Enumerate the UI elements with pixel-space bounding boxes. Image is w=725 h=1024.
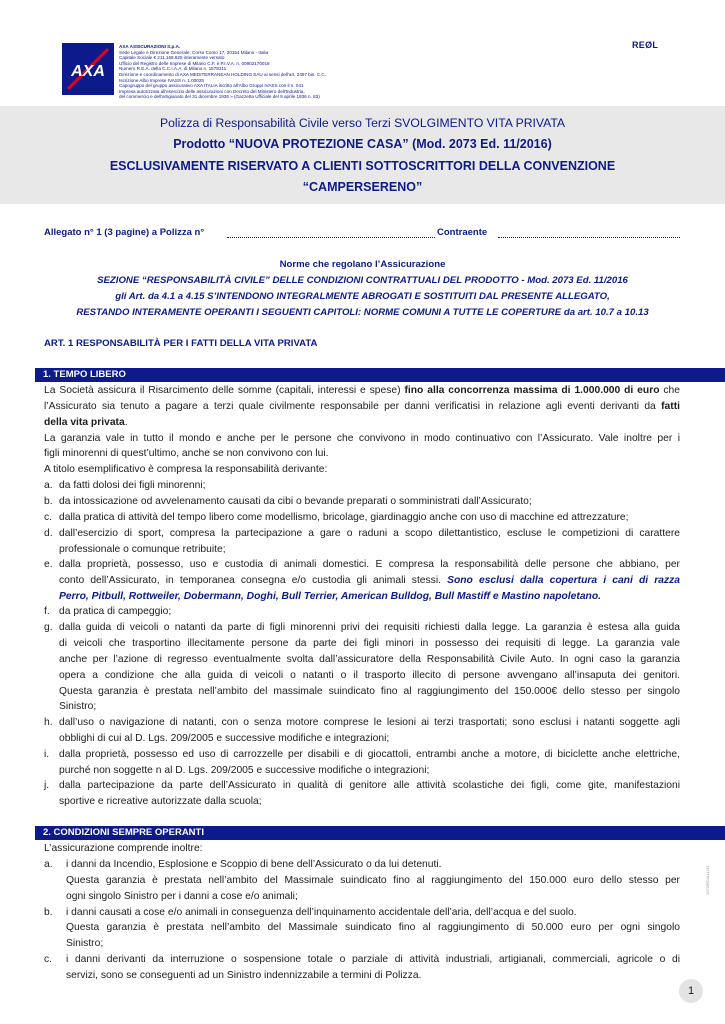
list-marker: i.	[44, 749, 50, 760]
list-item: da pratica di campeggio;	[59, 606, 172, 617]
convention-name: “CAMPERSERENO”	[302, 180, 423, 194]
document-code: REØL	[632, 40, 659, 50]
bold-run: della vita privata	[44, 417, 125, 428]
paragraph-line: La garanzia vale in tutto il mondo e anche per le persone che convivono in modo continuativo con l’Assicurato. Vale inoltre per i	[44, 433, 680, 444]
page-number: 1	[679, 979, 703, 1003]
text-run: .	[124, 417, 128, 428]
side-code: 2073/RC/ALL/01	[705, 865, 710, 895]
list-item: Sinistro;	[66, 938, 104, 949]
axa-logo	[62, 43, 114, 95]
list-item: dall’uso o navigazione di natanti, con o senza motore comprese le lesioni ai terzi trasportati; sono esclusi i natanti soggette agli	[59, 717, 680, 728]
list-item: Questa garanzia è prestata nell’ambito del Massimale suindicato fino al raggiungimento di 50.000 euro per ogni singolo	[66, 922, 680, 933]
paragraph-line: L’assicurazione comprende inoltre:	[44, 843, 203, 854]
list-marker: j.	[44, 780, 50, 791]
list-item: opera a condizione che alla guida di veicoli o natanti o il trasporto illecito di persone avvengano all’insaputa dei genitori.	[59, 670, 680, 681]
list-item	[59, 575, 680, 589]
list-marker: g.	[44, 622, 53, 633]
text-run: l’Assicurato sia tenuto a pagare a terzi quale civilmente responsabile per danni verificatisi in relazione agli eventi derivanti da	[44, 401, 662, 412]
list-item: Questa garanzia è prestata nell’ambito del Massimale suindicato fino al raggiungimento del 150.000 euro dello stesso per	[66, 875, 680, 886]
list-item: da fatti dolosi dei figli minorenni;	[59, 480, 206, 491]
contraente-field[interactable]	[498, 237, 680, 238]
list-marker: d.	[44, 528, 53, 539]
product-title: Prodotto “NUOVA PROTEZIONE CASA” (Mod. 2073 Ed. 11/2016)	[173, 137, 552, 151]
exclusion-run: Sono esclusi dalla copertura i cani di razza	[447, 575, 680, 586]
company-line: del commercio e dell'artigianato del 31 dicembre 1936 » (Gazzetta Ufficiale del 9 aprile 1936 n. 83)	[119, 94, 320, 100]
norme-line: RESTANDO INTERAMENTE OPERANTI I SEGUENTI CAPITOLI: NORME COMUNI A TUTTE LE COPERTURE da art. 10.7 a 10.13	[76, 307, 649, 318]
reserved-notice: ESCLUSIVAMENTE RISERVATO A CLIENTI SOTTOSCRITTORI DELLA CONVENZIONE	[109, 159, 616, 173]
list-item: dalla proprietà, possesso, uso e custodia di animali domestici. È compresa la responsabilità delle persone che abbiano, per	[59, 559, 680, 570]
company-name: AXA ASSICURAZIONI S.p.A.	[119, 44, 181, 49]
list-marker: h.	[44, 717, 53, 728]
list-marker: a.	[44, 859, 53, 870]
allegato-label: Allegato n° 1 (3 pagine) a Polizza n°	[44, 227, 205, 238]
company-line: Capitale Sociale € 211.168.625 interamente versato	[119, 55, 225, 61]
list-marker: f.	[44, 606, 50, 617]
list-item: i danni da Incendio, Esplosione e Scoppio di bene dell’Assicurato o da lui detenuti.	[66, 859, 442, 870]
paragraph-line	[44, 385, 680, 399]
list-marker: b.	[44, 496, 53, 507]
list-marker: c.	[44, 512, 53, 523]
company-line: Direzione e coordinamento di AXA MEDITERRANEAN HOLDING SAU ai sensi dell'art. 2497 bis. C.C.	[119, 71, 326, 77]
list-marker: b.	[44, 907, 53, 918]
norme-heading: Norme che regolano l’Assicurazione	[279, 259, 446, 270]
paragraph-line	[44, 417, 680, 428]
paragraph-line	[44, 401, 680, 415]
list-item: sportive e ricreative autorizzate dalla scuola;	[59, 796, 262, 807]
list-item: obblighi di cui al D. Lgs. 209/2005 e successive modifiche e integrazioni;	[59, 733, 390, 744]
list-item: i danni derivanti da interruzione o sospensione totale o parziale di attività industriali, artigianali, commerciali, agricole o di	[66, 954, 680, 965]
list-item: professionale o comunque retribuite;	[59, 544, 226, 555]
text-run: conto dell’Assicurato, in temporanea consegna e/o custodia gli animali stessi.	[59, 575, 448, 586]
company-line: Sede Legale e Direzione Generale: Corso Como 17, 20154 Milano - Italia	[119, 49, 269, 55]
exclusion-run: Perro, Pitbull, Rottweiler, Dobermann, Doghi, Bull Terrier, American Bulldog, Bull Mastiff e Mastino napoletano.	[59, 591, 601, 602]
section-title: 2. CONDIZIONI SEMPRE OPERANTI	[35, 826, 725, 840]
section-title: 1. TEMPO LIBERO	[35, 368, 725, 382]
contraente-label: Contraente	[437, 227, 488, 238]
company-info	[119, 44, 379, 100]
list-item: dalla pratica di attività del tempo libero come modellismo, bricolage, giardinaggio anche con uso di macchine ed attrezzature;	[59, 512, 629, 523]
company-line: Numero R.E.A. della C.C.I.A.A. di Milano n. 1578311	[119, 66, 227, 72]
list-item: dalla proprietà, possesso ed uso di carrozzelle per disabili e di giocattoli, entrambi anche a motore, di biciclette anche elettriche,	[59, 749, 680, 760]
list-item: servizi, sono se conseguenti ad un Sinistro indennizzabile a termini di Polizza.	[66, 970, 422, 981]
company-line: Iscrizione Albo Imprese IVASS n. 1.00025	[119, 77, 204, 83]
list-item: dall’esercizio di sport, compresa la partecipazione a gare o raduni a scopo dilettantistico, escluse le competizioni di carattere	[59, 528, 680, 539]
allegato-line	[44, 227, 680, 241]
list-item: ogni singolo Sinistro per i danni a cose e/o animali;	[66, 891, 298, 902]
list-item: anche per l’azione di regresso eventualmente svolta dall’assicuratore della Responsabilità Civile Auto. In ogni caso la garanzia	[59, 654, 680, 665]
list-item: dalla guida di veicoli o natanti da parte di figli minorenni privi dei requisiti richiesti dalla legge. La garanzia è estesa alla guida	[59, 622, 680, 633]
company-line: Ufficio del Registro delle Imprese di Milano C.F. e P.I.V.A. n. 00902170018	[119, 60, 270, 66]
list-item: dalla partecipazione da parte dell’Assicurato in qualità di genitore alle attività scolastiche dei figli, come gite, manifestazioni	[59, 780, 680, 791]
list-item	[59, 591, 680, 602]
list-item: Sinistro;	[59, 701, 97, 712]
paragraph-line: A titolo esemplificativo è compresa la responsabilità derivante:	[44, 464, 328, 475]
list-item: purché non soggette n al D. Lgs. 209/2005 e successive modifiche o integrazioni;	[59, 765, 430, 776]
company-line: Capogruppo del gruppo assicurativo AXA ITALIA iscritto all'Albo Gruppi IVASS con il n. 041	[119, 83, 304, 89]
norme-line: gli Art. da 4.1 a 4.15 S’INTENDONO INTEGRALMENTE ABROGATI E SOSTITUITI DAL PRESENTE ALLEGATO,	[115, 291, 610, 302]
paragraph-line: figli minorenni di quest’ultimo, anche se non convivono con lui.	[44, 448, 329, 459]
text-run: La Società assicura il Risarcimento delle somme (capitali, interessi e spese)	[44, 385, 405, 396]
company-line: Impresa autorizzata all'esercizio delle assicurazioni con Decreto del Ministero dell'Industria,	[119, 88, 305, 94]
list-marker: c.	[44, 954, 53, 965]
policy-title: Polizza di Responsabilità Civile verso Terzi SVOLGIMENTO VITA PRIVATA	[159, 116, 566, 130]
policy-number-field[interactable]	[227, 237, 435, 238]
list-marker: e.	[44, 559, 53, 570]
bold-run: fino alla concorrenza massima di 1.000.000 di euro	[404, 385, 660, 396]
list-marker: a.	[44, 480, 53, 491]
text-run: che	[659, 385, 680, 396]
list-item: Questa garanzia è prestata nell’ambito del massimale suindicato fino al raggiungimento del 150.000€ dello stesso per singolo	[59, 686, 680, 697]
article-heading: ART. 1 RESPONSABILITÀ PER I FATTI DELLA VITA PRIVATA	[44, 338, 318, 349]
svg-text:AXA: AXA	[71, 63, 105, 80]
list-item: da intossicazione od avvelenamento causati da cibi o bevande preparati o somministrati dall’Assicurato;	[59, 496, 532, 507]
bold-run: fatti	[661, 401, 680, 412]
list-item: i danni causati a cose e/o animali in conseguenza dell’inquinamento accidentale dell’aria, dell’acqua e del suolo.	[66, 907, 577, 918]
list-item: di veicoli che trasportino illecitamente persone da parte dei figli minori in possesso dei requisiti di legge. La garanzia vale	[59, 638, 680, 649]
norme-line: SEZIONE “RESPONSABILITÀ CIVILE” DELLE CONDIZIONI CONTRATTUALI DEL PRODOTTO - Mod. 2073 Ed. 11/2016	[97, 275, 628, 286]
